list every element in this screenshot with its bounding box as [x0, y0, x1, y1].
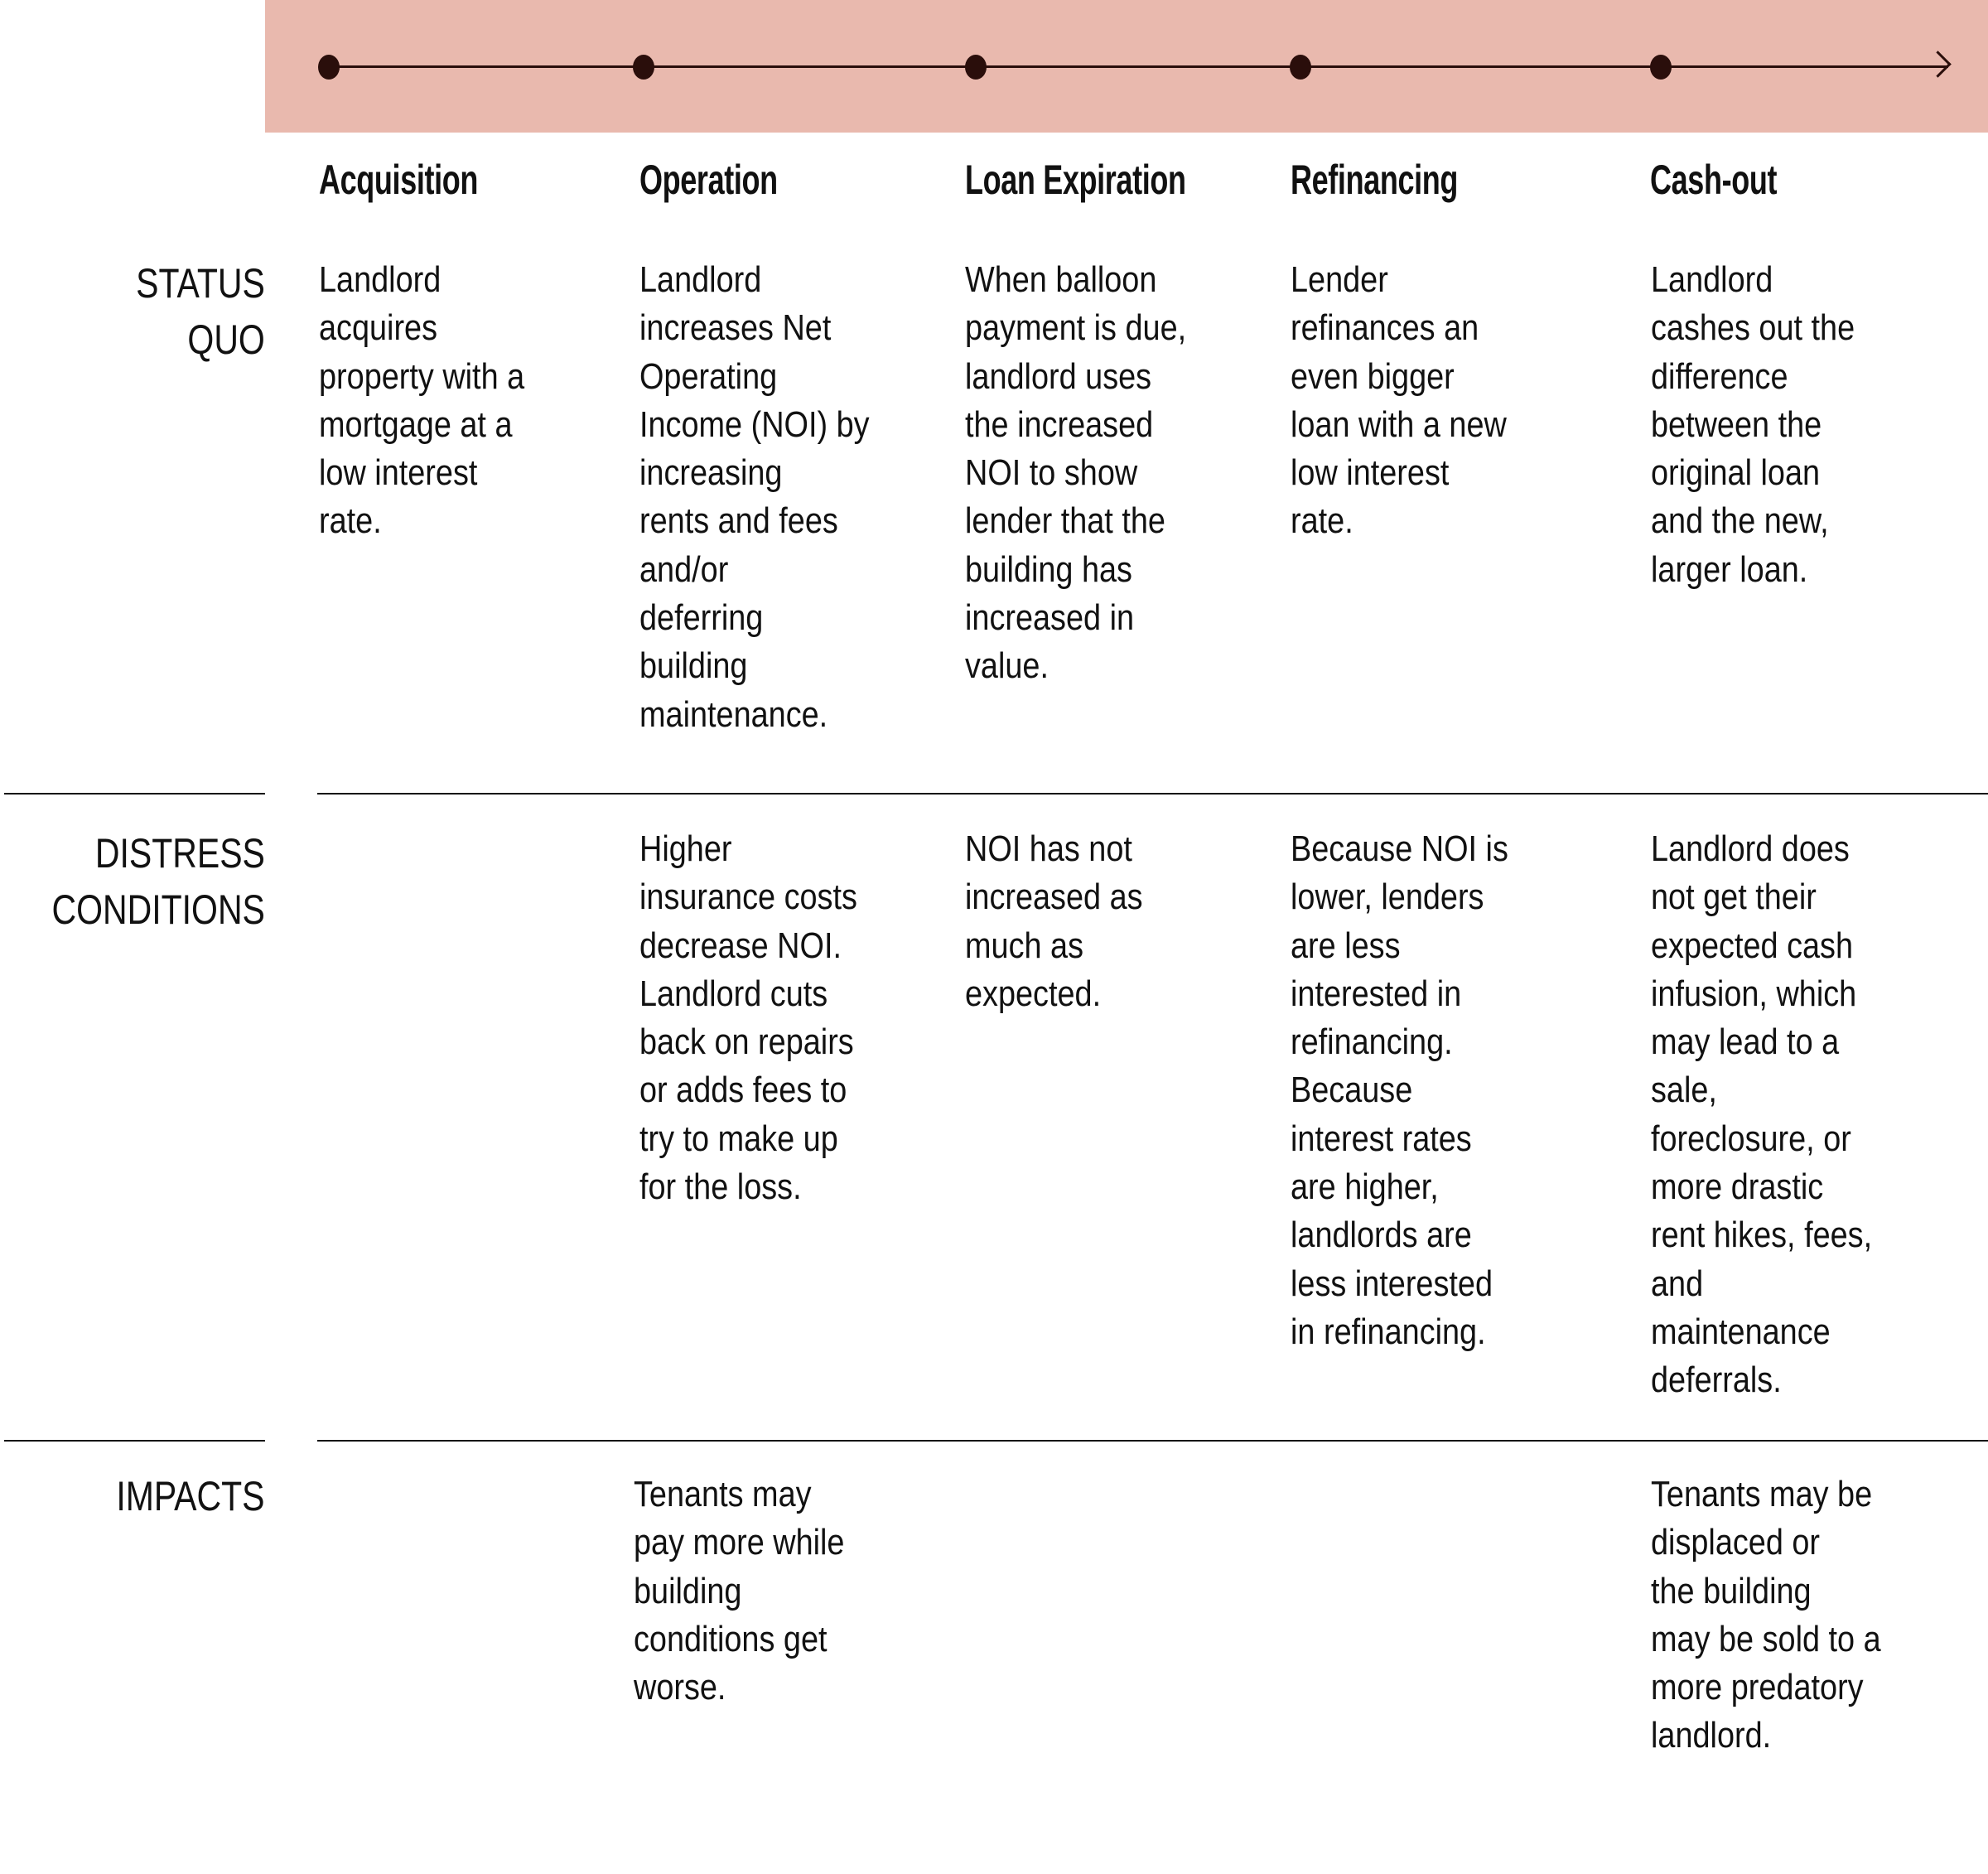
cell-text-line: may be sold to a	[1651, 1618, 1881, 1659]
row-divider	[317, 1440, 1988, 1442]
cell-text-line: try to make up	[639, 1118, 838, 1159]
cell-text-line: Income (NOI) by	[639, 403, 870, 445]
row-divider-label	[4, 1440, 265, 1442]
cell-status-quo-cash-out	[1651, 256, 1855, 594]
cell-text-line: back on repairs	[639, 1022, 854, 1063]
timeline-axis-line	[329, 65, 1948, 68]
cell-text-line: refinances an	[1291, 307, 1479, 349]
cell-text-line: not get their	[1651, 877, 1817, 918]
cell-text-line: are higher,	[1291, 1166, 1439, 1208]
cell-status-quo-acquisition	[319, 256, 524, 546]
cell-text-line: decrease NOI.	[639, 925, 842, 966]
cell-text-line: deferring	[639, 597, 764, 639]
cell-text-line: and/or	[639, 548, 729, 590]
cell-text-line: Landlord does	[1651, 828, 1850, 869]
cell-text-line: displaced or	[1651, 1522, 1821, 1563]
cell-distress-refinancing	[1291, 825, 1508, 1356]
cell-text-line: for the loss.	[639, 1166, 802, 1208]
cell-text-line: foreclosure, or	[1651, 1118, 1851, 1159]
cell-distress-operation	[639, 825, 857, 1211]
cell-text-line: lender that the	[965, 500, 1165, 542]
cell-text-line: landlord.	[1651, 1715, 1772, 1756]
cell-text-line: the building	[1651, 1570, 1812, 1611]
timeline-dot-refinancing	[1290, 55, 1311, 80]
cell-text-line: Lender	[1291, 259, 1388, 300]
cell-impacts-operation	[634, 1471, 844, 1712]
row-label-line: STATUS	[136, 260, 265, 307]
cell-text-line: low interest	[1291, 452, 1450, 494]
cell-text-line: pay more while	[634, 1522, 845, 1563]
cell-text-line: payment is due,	[965, 307, 1187, 349]
cell-text-line: landlords are	[1291, 1215, 1472, 1256]
cell-text-line: acquires	[319, 307, 438, 349]
cell-status-quo-loan-expiration	[965, 256, 1186, 691]
stage-header-operation: Operation	[639, 157, 778, 203]
cell-text-line: rate.	[319, 500, 382, 542]
row-label-line: DISTRESS	[94, 830, 266, 877]
cell-text-line: expected.	[965, 973, 1102, 1014]
cell-text-line: property with a	[319, 355, 525, 397]
cell-text-line: deferrals.	[1651, 1360, 1782, 1401]
cell-text-line: rents and fees	[639, 500, 838, 542]
cell-text-line: sale,	[1651, 1070, 1717, 1111]
stage-header-acquisition: Acquisition	[319, 157, 479, 203]
cell-text-line: Landlord	[319, 259, 442, 300]
cell-text-line: less interested	[1291, 1263, 1493, 1304]
cell-text-line: difference	[1651, 355, 1788, 397]
cell-text-line: When balloon	[965, 259, 1157, 300]
cell-text-line: Landlord	[639, 259, 762, 300]
cell-text-line: may lead to a	[1651, 1022, 1840, 1063]
cell-text-line: the increased	[965, 403, 1154, 445]
cell-text-line: interest rates	[1291, 1118, 1472, 1159]
timeline-dot-loan-expiration	[965, 55, 987, 80]
cell-text-line: low interest	[319, 452, 478, 494]
cell-text-line: rent hikes, fees,	[1651, 1215, 1873, 1256]
cell-text-line: increases Net	[639, 307, 832, 349]
cell-text-line: or adds fees to	[639, 1070, 847, 1111]
cell-text-line: Landlord cuts	[639, 973, 828, 1014]
cell-text-line: Landlord	[1651, 259, 1773, 300]
row-divider	[317, 793, 1988, 795]
cell-text-line: between the	[1651, 403, 1822, 445]
cell-text-line: loan with a new	[1291, 403, 1507, 445]
row-label-line: QUO	[187, 316, 265, 363]
cell-text-line: cashes out the	[1651, 307, 1855, 349]
stage-header-refinancing: Refinancing	[1291, 157, 1459, 203]
cell-text-line: Tenants may	[634, 1474, 812, 1514]
cell-text-line: increased as	[965, 877, 1143, 918]
cell-text-line: infusion, which	[1651, 973, 1857, 1014]
cell-text-line: original loan	[1651, 452, 1821, 494]
cell-text-line: NOI has not	[965, 828, 1132, 869]
cell-text-line: even bigger	[1291, 355, 1455, 397]
cell-text-line: Higher	[639, 828, 732, 869]
cell-distress-loan-expiration	[965, 825, 1143, 1018]
cell-text-line: Because	[1291, 1070, 1413, 1111]
cell-text-line: larger loan.	[1651, 548, 1808, 590]
cell-text-line: maintenance	[1651, 1311, 1831, 1352]
cell-text-line: are less	[1291, 925, 1401, 966]
row-label-line: IMPACTS	[116, 1473, 265, 1519]
cell-text-line: Operating	[639, 355, 778, 397]
cell-text-line: more predatory	[1651, 1667, 1864, 1708]
cell-text-line: building	[634, 1570, 742, 1611]
cell-text-line: building	[639, 645, 748, 687]
cell-text-line: Tenants may be	[1651, 1474, 1873, 1514]
cell-text-line: rate.	[1291, 500, 1353, 542]
cell-text-line: insurance costs	[639, 877, 857, 918]
stage-header-cash-out: Cash-out	[1650, 157, 1778, 203]
cell-text-line: more drastic	[1651, 1166, 1824, 1208]
cell-text-line: and the new,	[1651, 500, 1829, 542]
cell-text-line: building has	[965, 548, 1132, 590]
row-label-impacts	[117, 1468, 265, 1524]
row-label-line: CONDITIONS	[51, 886, 265, 933]
stage-header-loan-expiration: Loan Expiration	[965, 157, 1186, 203]
timeline-dot-operation	[633, 55, 654, 80]
cell-text-line: increasing	[639, 452, 783, 494]
cell-text-line: in refinancing.	[1291, 1311, 1486, 1352]
cell-text-line: worse.	[634, 1667, 726, 1708]
cell-status-quo-refinancing	[1291, 256, 1507, 546]
cell-text-line: expected cash	[1651, 925, 1854, 966]
cell-text-line: refinancing.	[1291, 1022, 1453, 1063]
cell-text-line: interested in	[1291, 973, 1462, 1014]
cell-text-line: NOI to show	[965, 452, 1138, 494]
cell-text-line: increased in	[965, 597, 1135, 639]
cell-text-line: conditions get	[634, 1618, 828, 1659]
timeline-dot-acquisition	[318, 55, 340, 80]
cell-text-line: value.	[965, 645, 1049, 687]
cell-text-line: mortgage at a	[319, 403, 513, 445]
cell-distress-cash-out	[1651, 825, 1872, 1405]
cell-text-line: much as	[965, 925, 1084, 966]
cell-text-line: maintenance.	[639, 693, 828, 735]
cell-impacts-cash-out	[1651, 1471, 1881, 1760]
row-label-distress-conditions	[52, 825, 265, 938]
cell-text-line: lower, lenders	[1291, 877, 1484, 918]
cell-status-quo-operation	[639, 256, 870, 739]
timeline-dot-cash-out	[1650, 55, 1672, 80]
cell-text-line: landlord uses	[965, 355, 1152, 397]
cell-text-line: and	[1651, 1263, 1704, 1304]
row-divider-label	[4, 793, 265, 795]
cell-text-line: Because NOI is	[1291, 828, 1508, 869]
row-label-status-quo	[136, 255, 265, 368]
